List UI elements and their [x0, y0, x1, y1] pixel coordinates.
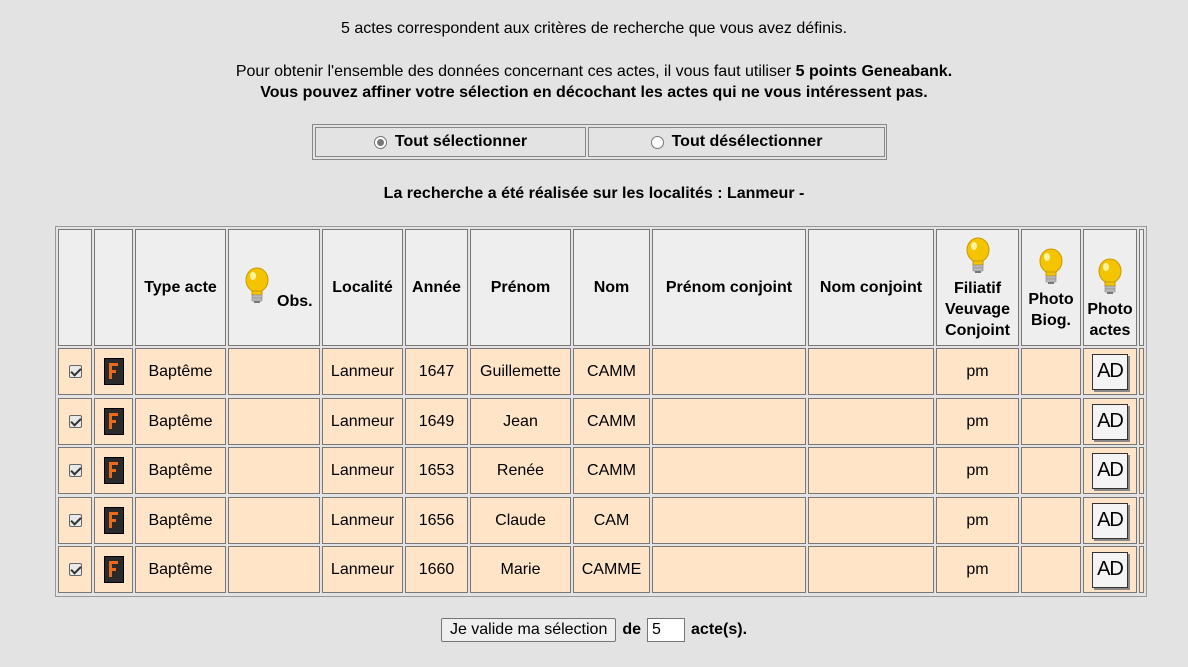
header-nom: [573, 229, 650, 346]
row-extra-cell: [1139, 447, 1144, 494]
header-filiatif-label: Filiatif: [953, 280, 1002, 297]
lightbulb-icon[interactable]: [244, 267, 270, 305]
actes-suffix-label: acte(s).: [691, 621, 748, 638]
archive-photo-icon[interactable]: AD: [1092, 503, 1128, 539]
row-cell-localite: Lanmeur: [322, 447, 403, 494]
row-cell-obs: [228, 447, 320, 494]
row-cell-nom: CAMM: [573, 398, 650, 445]
row-cell-photo-biog: [1021, 546, 1081, 593]
row-document-cell: [94, 546, 133, 593]
row-checkbox-cell: [58, 497, 92, 544]
header-obs-label: Obs.: [277, 293, 313, 310]
row-cell-nom-conjoint: [808, 348, 934, 395]
row-cell-obs: [228, 348, 320, 395]
row-extra-cell: [1139, 348, 1144, 395]
row-document-cell: [94, 447, 133, 494]
row-cell-type: Baptême: [135, 398, 226, 445]
row-cell-prenom-conjoint: [652, 348, 806, 395]
row-cell-type: Baptême: [135, 447, 226, 494]
archive-photo-icon[interactable]: AD: [1092, 354, 1128, 390]
row-checkbox-cell: [58, 348, 92, 395]
row-photo-actes-cell: [1083, 447, 1137, 494]
row-cell-nom: CAMM: [573, 447, 650, 494]
document-icon[interactable]: [104, 457, 124, 484]
row-photo-actes-cell: [1083, 348, 1137, 395]
lightbulb-icon[interactable]: [965, 237, 991, 275]
row-cell-photo-biog: [1021, 447, 1081, 494]
select-all-radio[interactable]: [374, 136, 387, 149]
row-cell-photo-biog: [1021, 398, 1081, 445]
archive-photo-icon[interactable]: AD: [1092, 404, 1128, 440]
header-actes-label: actes: [1089, 322, 1131, 339]
row-extra-cell: [1139, 546, 1144, 593]
deselect-all-option[interactable]: [588, 127, 885, 157]
row-cell-nom-conjoint: [808, 447, 934, 494]
points-cost-amount: 5 points Geneabank.: [795, 63, 953, 80]
quantity-input[interactable]: [647, 618, 685, 642]
row-cell-obs: [228, 546, 320, 593]
document-icon[interactable]: [104, 556, 124, 583]
row-photo-actes-cell: [1083, 546, 1137, 593]
results-table: [55, 226, 1147, 597]
header-nom-conjoint: [808, 229, 934, 346]
row-checkbox-cell: [58, 398, 92, 445]
header-extra-col: [1139, 229, 1144, 346]
row-photo-actes-cell: [1083, 398, 1137, 445]
row-checkbox-cell: [58, 546, 92, 593]
validate-selection-button[interactable]: Je valide ma sélection: [441, 618, 616, 642]
row-document-cell: [94, 348, 133, 395]
header-annee: [405, 229, 468, 346]
row-document-cell: [94, 398, 133, 445]
row-cell-annee: 1653: [405, 447, 468, 494]
row-cell-nom-conjoint: [808, 398, 934, 445]
row-cell-filiatif: pm: [936, 398, 1019, 445]
results-count-text: 5 actes correspondent aux critères de recherche que vous avez définis.: [340, 20, 848, 37]
localities-info: La recherche a été réalisée sur les localités : Lanmeur -: [383, 185, 805, 202]
header-prenom-conjoint: [652, 229, 806, 346]
row-cell-type: Baptême: [135, 348, 226, 395]
selection-footer: [0, 617, 1188, 643]
header-photo-actes-label: Photo: [1087, 301, 1133, 318]
header-nom-label: Nom: [593, 279, 630, 296]
select-all-option[interactable]: [315, 127, 586, 157]
header-type-acte: [135, 229, 226, 346]
row-cell-nom: CAM: [573, 497, 650, 544]
header-type-acte-label: Type acte: [144, 279, 217, 296]
header-localite: [322, 229, 403, 346]
row-cell-nom: CAMM: [573, 348, 650, 395]
archive-photo-icon[interactable]: AD: [1092, 453, 1128, 489]
document-icon[interactable]: [104, 408, 124, 435]
refine-instruction: Vous pouvez affiner votre sélection en décochant les actes qui ne vous intéressent pas.: [260, 84, 928, 101]
header-localite-label: Localité: [332, 279, 393, 296]
row-checkbox-cell: [58, 447, 92, 494]
header-annee-label: Année: [412, 279, 461, 296]
document-icon[interactable]: [104, 507, 124, 534]
row-select-checkbox[interactable]: [69, 563, 82, 576]
row-cell-type: Baptême: [135, 546, 226, 593]
row-document-cell: [94, 497, 133, 544]
selection-toggle: [312, 124, 887, 160]
row-cell-annee: 1647: [405, 348, 468, 395]
row-cell-localite: Lanmeur: [322, 398, 403, 445]
row-cell-obs: [228, 497, 320, 544]
row-cell-filiatif: pm: [936, 546, 1019, 593]
row-photo-actes-cell: [1083, 497, 1137, 544]
row-extra-cell: [1139, 497, 1144, 544]
row-extra-cell: [1139, 398, 1144, 445]
row-cell-nom-conjoint: [808, 497, 934, 544]
row-cell-photo-biog: [1021, 497, 1081, 544]
row-cell-prenom-conjoint: [652, 447, 806, 494]
points-cost-prefix: Pour obtenir l'ensemble des données concernant ces actes, il vous faut utiliser: [235, 63, 796, 80]
lightbulb-icon[interactable]: [1097, 258, 1123, 296]
header-nom-conjoint-label: Nom conjoint: [819, 279, 923, 296]
archive-photo-icon[interactable]: AD: [1092, 552, 1128, 588]
row-cell-type: Baptême: [135, 497, 226, 544]
row-cell-annee: 1656: [405, 497, 468, 544]
document-icon[interactable]: [104, 358, 124, 385]
row-cell-localite: Lanmeur: [322, 497, 403, 544]
header-veuvage-label: Veuvage: [945, 301, 1010, 318]
header-photo-biog: [1021, 229, 1081, 346]
header-checkbox-col: [58, 229, 92, 346]
row-cell-annee: 1660: [405, 546, 468, 593]
row-cell-prenom: Marie: [470, 546, 571, 593]
header-filiatif: [936, 229, 1019, 346]
header-document-col: [94, 229, 133, 346]
row-select-checkbox[interactable]: [69, 415, 82, 428]
deselect-all-label: Tout désélectionner: [671, 133, 823, 150]
row-select-checkbox[interactable]: [69, 464, 82, 477]
row-cell-prenom-conjoint: [652, 398, 806, 445]
row-cell-localite: Lanmeur: [322, 348, 403, 395]
row-cell-obs: [228, 398, 320, 445]
header-prenom: [470, 229, 571, 346]
row-cell-prenom-conjoint: [652, 497, 806, 544]
header-photo-biog-label: Photo: [1028, 291, 1074, 308]
select-all-label: Tout sélectionner: [394, 133, 528, 150]
row-select-checkbox[interactable]: [69, 365, 82, 378]
header-biog-label: Biog.: [1031, 312, 1071, 329]
row-cell-photo-biog: [1021, 348, 1081, 395]
row-cell-nom-conjoint: [808, 546, 934, 593]
header-prenom-conjoint-label: Prénom conjoint: [665, 279, 793, 296]
row-cell-filiatif: pm: [936, 447, 1019, 494]
row-cell-localite: Lanmeur: [322, 546, 403, 593]
row-cell-prenom: Renée: [470, 447, 571, 494]
header-photo-actes: [1083, 229, 1137, 346]
deselect-all-radio[interactable]: [651, 136, 664, 149]
lightbulb-icon[interactable]: [1038, 248, 1064, 286]
row-cell-prenom-conjoint: [652, 546, 806, 593]
row-cell-prenom: Guillemette: [470, 348, 571, 395]
row-cell-filiatif: pm: [936, 348, 1019, 395]
row-select-checkbox[interactable]: [69, 514, 82, 527]
de-label: de: [622, 621, 642, 638]
row-cell-prenom: Jean: [470, 398, 571, 445]
header-prenom-label: Prénom: [490, 279, 551, 296]
header-obs: [228, 229, 320, 346]
row-cell-annee: 1649: [405, 398, 468, 445]
row-cell-nom: CAMME: [573, 546, 650, 593]
row-cell-filiatif: pm: [936, 497, 1019, 544]
row-cell-prenom: Claude: [470, 497, 571, 544]
header-conjoint-label: Conjoint: [945, 322, 1010, 339]
points-cost-text: [0, 63, 1188, 81]
